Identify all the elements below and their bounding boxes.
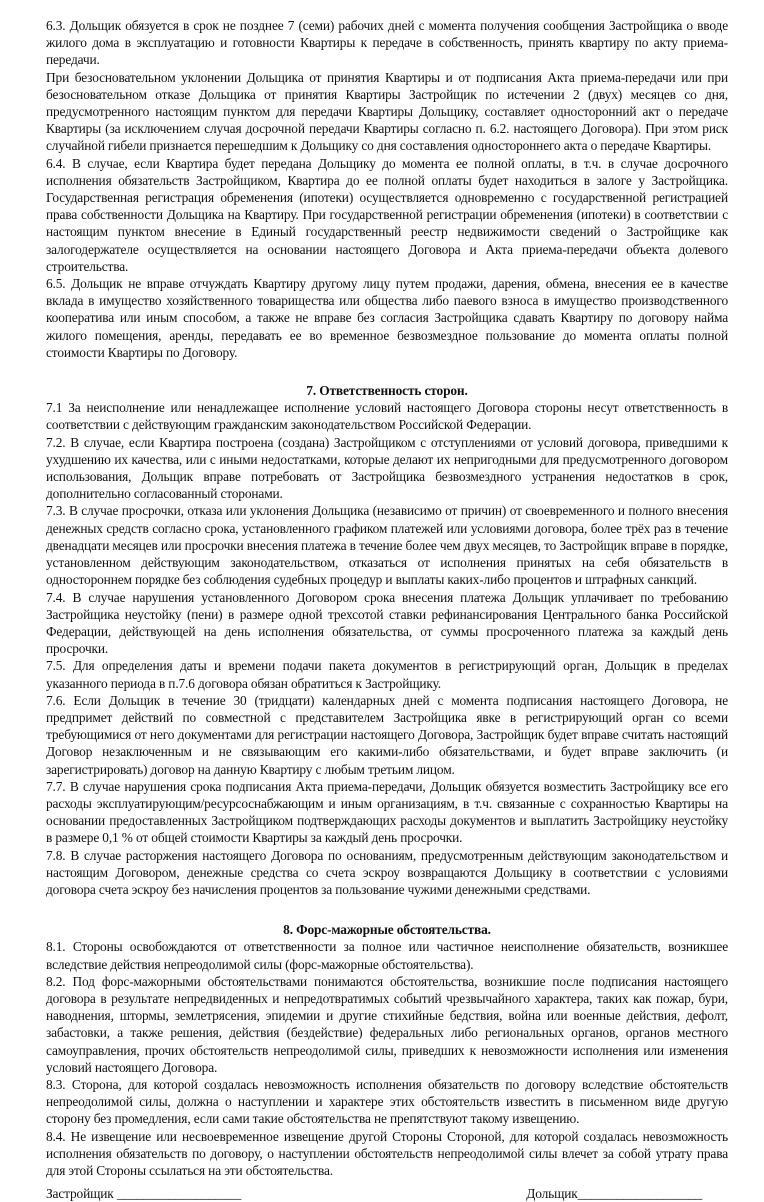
clause-6-4: 6.4. В случае, если Квартира будет передана Дольщику до момента ее полной оплаты, в т.ч. в случае досрочного исполнения обязательств Застройщиком, Квартира до ее полной оплаты будет находиться в залоге у Застройщика. Государственная регистрация обременения (ипотеки) осуществляется одновременно с государственной регистрацией права собственности Дольщика на Квартиру. При государственной регистрации обременения (ипотеки) в соответствии с настоящим пунктом внесение в Единый государственный реестр недвижимости сведений о Застройщике как залогодержателе осуществляется на основании настоящего Договора и Акта приема-передачи объекта долевого строительства.: [46, 155, 728, 274]
clause-8-2: 8.2. Под форс-мажорными обстоятельствами понимаются обстоятельства, возникшие после подписания настоящего договора в результате непредвиденных и непредотвратимых событий чрезвычайного характера, таких как пожар, бури, наводнения, штормы, землетрясения, эпидемии и другие стихийные бедствия, война или военные действия, дефолт, забастовки, а также решения, действия (бездействие) федеральных либо региональных органов, органов местного самоуправления, прочих обстоятельств непреодолимой силы, приведших к невозможности исполнения или изменения условий настоящего Договора.: [46, 973, 728, 1075]
clause-6-3: 6.3. Дольщик обязуется в срок не позднее 7 (семи) рабочих дней с момента получения сообщения Застройщика о вводе жилого дома в эксплуатацию и готовности Квартиры к передаче в собственность, принять квартиру по акту приема-передачи.: [46, 18, 728, 68]
clause-7-1: 7.1 За неисполнение или ненадлежащее исполнение условий настоящего Договора стороны несут ответственность в соответствии с действующим гражданским законодательством Российской Федерации.: [46, 400, 728, 433]
contract-page: [46, 17, 728, 1202]
clause-6-5: 6.5. Дольщик не вправе отчуждать Квартиру другому лицу путем продажи, дарения, обмена, внесения ее в качестве вклада в имущество хозяйственного товарищества или общества либо паевого взноса в имущество производственного кооператива или иным способом, а также не вправе без согласия Застройщика сдавать Квартиру по договору найма жилого помещения, аренды, передавать ее во временное безвозмездное пользование до момента оплаты полной стоимости Квартиры по Договору.: [46, 276, 728, 360]
clause-7-6: 7.6. Если Дольщик в течение 30 (тридцати) календарных дней с момента подписания настоящего Договора, не предпримет действий по совместной с представителем Застройщика явке в регистрирующий орган со всеми требующимися от него документами для регистрации настоящего Договора, Застройщик будет вправе считать настоящий Договор незаключенным и не связывающим его какими-либо обязательствами, и будет вправе заключить (и зарегистрировать) договор на данную Квартиру с любым третьим лицом.: [46, 692, 728, 777]
clause-8-4: 8.4. Не извещение или несвоевременное извещение другой Стороны Стороной, для которой создалась невозможность исполнения обязательств по договору, о наступлении обстоятельств непреодолимой силы влечет за собой утрату права для этой Стороны ссылаться на эти обстоятельства.: [46, 1128, 728, 1178]
section-7-title: 7. Ответственность сторон.: [306, 383, 468, 399]
clause-8-3: 8.3. Сторона, для которой создалась невозможность исполнения обязательств по договору вследствие обстоятельств непреодолимой силы, должна о наступлении и характере этих обстоятельств известить в письменном виде другую сторону без промедления, если сами такие обстоятельства не препятствуют такому извещению.: [46, 1076, 728, 1127]
clause-7-8: 7.8. В случае расторжения настоящего Договора по основаниям, предусмотренным действующим законодательством и настоящим Договором, денежные средства со счета эскроу возвращаются Дольщику в соответствии с условиями договора счета эскроу без начисления процентов за пользование чужими денежными средствами.: [46, 847, 728, 897]
section-8-title: 8. Форс-мажорные обстоятельства.: [283, 922, 491, 938]
clause-7-5: 7.5. Для определения даты и времени подачи пакета документов в регистрирующий орган, Дольщик в пределах указанного периода в п.7.6 договора обязан обратиться к Застройщику.: [46, 658, 728, 691]
signature-block: [46, 1185, 728, 1202]
clause-8-1: 8.1. Стороны освобождаются от ответственности за полное или частичное неисполнение обязательств, возникшее вследствие действия непреодолимой силы (форс-мажорные обстоятельства).: [46, 939, 728, 972]
developer-signature-line: Застройщик ___________________: [46, 1186, 242, 1202]
section-7: [46, 382, 728, 898]
clause-7-4: 7.4. В случае нарушения установленного Договором срока внесения платежа Дольщик уплачивает по требованию Застройщика неустойку (пени) в размере одной трехсотой ставки рефинансирования Центрального банка Российской Федерации, действующей на день исполнения обязательства, от суммы просроченного платежа за каждый день просрочки.: [46, 589, 728, 657]
section-6: [46, 17, 728, 361]
shareholder-signature-line: Дольщик___________________: [526, 1186, 702, 1202]
clause-6-3-continued: При безосновательном уклонении Дольщика от принятия Квартиры и от подписания Акта приема-передачи или при безосновательном отказе Дольщика от принятия Квартиры Застройщик по истечении 2 (двух) месяцев со дня, предусмотренного настоящим пунктом для передачи Квартиры Дольщику, составляет односторонний акт о передаче Квартиры (за исключением случая досрочной передачи Квартиры согласно п. 6.2. настоящего Договора). При этом риск случайной гибели признается перешедшим к Дольщику со дня составления одностороннего акта о передаче Квартиры.: [46, 69, 728, 154]
clause-7-2: 7.2. В случае, если Квартира построена (создана) Застройщиком с отступлениями от условий договора, приведшими к ухудшению их качества, или с иными недостатками, которые делают их непригодными для предусмотренного договором использования, Дольщик вправе потребовать от Застройщика безвозмездного устранения недостатков в срок, дополнительно согласованный сторонами.: [46, 434, 728, 502]
clause-7-7: 7.7. В случае нарушения срока подписания Акта приема-передачи, Дольщик обязуется возместить Застройщику все его расходы эксплуатирующим/ресурсоснабжающим и иным организациям, в т.ч. связанные с сохранностью Квартиры на основании предоставленных Застройщиком подтверждающих расходы документов и выплатить Застройщику неустойку в размере 0,1 % от общей стоимости Квартиры за каждый день просрочки.: [46, 778, 728, 846]
clause-7-3: 7.3. В случае просрочки, отказа или уклонения Дольщика (независимо от причин) от своевременного и полного внесения денежных средств согласно срока, установленного графиком платежей или условиями договора, более трёх раз в течение двенадцати месяцев или просрочки внесения платежа в течение более чем двух месяцев, то Застройщик вправе в порядке, установленном действующим законодательством, отказаться от исполнения принятых на себя обязательств в одностороннем порядке без соблюдения судебных процедур и выплаты каких-либо процентов и штрафных санкций.: [46, 503, 728, 588]
section-8: [46, 921, 728, 1179]
